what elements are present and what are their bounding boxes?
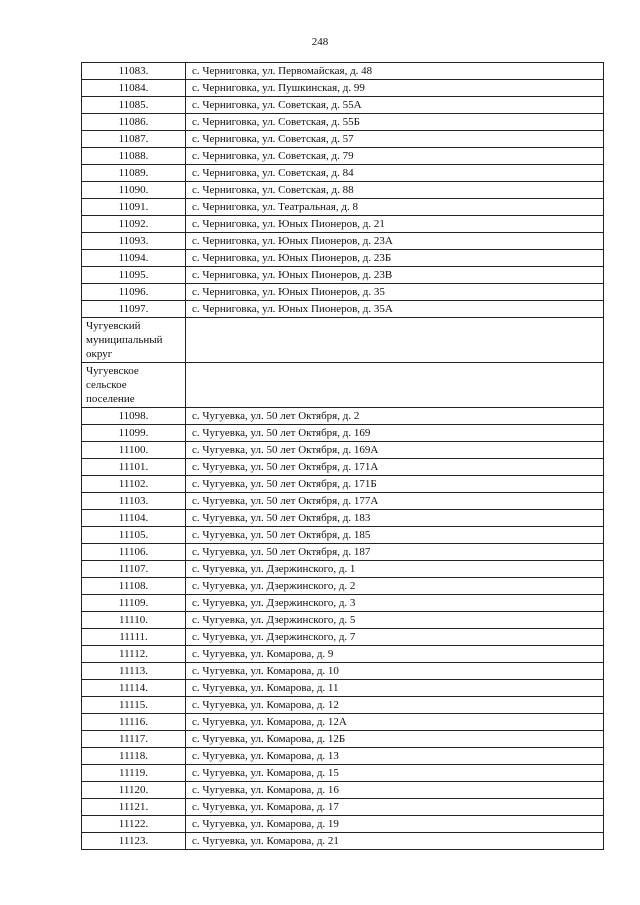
table-row: [82, 97, 604, 114]
empty-cell: [186, 363, 604, 408]
table-row: [82, 63, 604, 80]
entry-number-cell: 11095.: [82, 267, 186, 284]
table-row: [82, 714, 604, 731]
entry-number-cell: 11086.: [82, 114, 186, 131]
table-row: [82, 131, 604, 148]
address-cell: с. Черниговка, ул. Пушкинская, д. 99: [186, 80, 604, 97]
address-cell: с. Чугуевка, ул. Комарова, д. 12Б: [186, 731, 604, 748]
address-cell: с. Черниговка, ул. Юных Пионеров, д. 35: [186, 284, 604, 301]
table-row: [82, 233, 604, 250]
table-row: [82, 782, 604, 799]
address-cell: с. Чугуевка, ул. Дзержинского, д. 2: [186, 578, 604, 595]
group-name-line: сельское: [86, 379, 127, 391]
table-row: [82, 595, 604, 612]
address-cell: с. Чугуевка, ул. Дзержинского, д. 1: [186, 561, 604, 578]
table-row: [82, 493, 604, 510]
entry-number-cell: 11088.: [82, 148, 186, 165]
group-name-line: муниципальный: [86, 334, 163, 346]
address-cell: с. Чугуевка, ул. 50 лет Октября, д. 187: [186, 544, 604, 561]
group-name-cell: [82, 363, 186, 408]
entry-number-cell: 11093.: [82, 233, 186, 250]
table-row: [82, 510, 604, 527]
entry-number-cell: 11104.: [82, 510, 186, 527]
table-row: [82, 612, 604, 629]
entry-number-cell: 11120.: [82, 782, 186, 799]
entry-number-cell: 11097.: [82, 301, 186, 318]
table-row: [82, 114, 604, 131]
address-cell: с. Чугуевка, ул. Комарова, д. 12А: [186, 714, 604, 731]
group-header-row: [82, 318, 604, 363]
address-cell: с. Чугуевка, ул. Дзержинского, д. 3: [186, 595, 604, 612]
table-row: [82, 663, 604, 680]
page-number: 248: [311, 36, 329, 48]
address-cell: с. Черниговка, ул. Советская, д. 55А: [186, 97, 604, 114]
entry-number-cell: 11114.: [82, 680, 186, 697]
entry-number-cell: 11103.: [82, 493, 186, 510]
empty-cell: [186, 318, 604, 363]
address-cell: с. Чугуевка, ул. 50 лет Октября, д. 183: [186, 510, 604, 527]
entry-number-cell: 11116.: [82, 714, 186, 731]
entry-number-cell: 11101.: [82, 459, 186, 476]
table-row: [82, 459, 604, 476]
address-cell: с. Черниговка, ул. Театральная, д. 8: [186, 199, 604, 216]
table-row: [82, 250, 604, 267]
entry-number-cell: 11094.: [82, 250, 186, 267]
registry-body: [82, 63, 604, 850]
table-row: [82, 697, 604, 714]
address-cell: с. Чугуевка, ул. Комарова, д. 12: [186, 697, 604, 714]
address-cell: с. Чугуевка, ул. Комарова, д. 10: [186, 663, 604, 680]
address-cell: с. Черниговка, ул. Юных Пионеров, д. 23А: [186, 233, 604, 250]
entry-number-cell: 11119.: [82, 765, 186, 782]
table-row: [82, 284, 604, 301]
address-cell: с. Чугуевка, ул. 50 лет Октября, д. 2: [186, 408, 604, 425]
entry-number-cell: 11110.: [82, 612, 186, 629]
entry-number-cell: 11102.: [82, 476, 186, 493]
entry-number-cell: 11117.: [82, 731, 186, 748]
address-cell: с. Черниговка, ул. Юных Пионеров, д. 21: [186, 216, 604, 233]
table-row: [82, 765, 604, 782]
table-row: [82, 267, 604, 284]
address-cell: с. Черниговка, ул. Юных Пионеров, д. 35А: [186, 301, 604, 318]
address-cell: с. Чугуевка, ул. 50 лет Октября, д. 169А: [186, 442, 604, 459]
table-row: [82, 748, 604, 765]
entry-number-cell: 11085.: [82, 97, 186, 114]
entry-number-cell: 11106.: [82, 544, 186, 561]
entry-number-cell: 11123.: [82, 833, 186, 850]
table-row: [82, 182, 604, 199]
entry-number-cell: 11105.: [82, 527, 186, 544]
table-row: [82, 148, 604, 165]
address-cell: с. Чугуевка, ул. Комарова, д. 15: [186, 765, 604, 782]
table-row: [82, 527, 604, 544]
address-cell: с. Черниговка, ул. Советская, д. 55Б: [186, 114, 604, 131]
table-row: [82, 80, 604, 97]
entry-number-cell: 11118.: [82, 748, 186, 765]
address-cell: с. Чугуевка, ул. Комарова, д. 17: [186, 799, 604, 816]
group-header-row: [82, 363, 604, 408]
address-cell: с. Чугуевка, ул. Комарова, д. 9: [186, 646, 604, 663]
address-cell: с. Чугуевка, ул. Дзержинского, д. 7: [186, 629, 604, 646]
entry-number-cell: 11111.: [82, 629, 186, 646]
entry-number-cell: 11098.: [82, 408, 186, 425]
table-row: [82, 216, 604, 233]
address-registry-table: [81, 62, 604, 850]
address-cell: с. Чугуевка, ул. Комарова, д. 19: [186, 816, 604, 833]
table-row: [82, 544, 604, 561]
address-cell: с. Чугуевка, ул. 50 лет Октября, д. 177А: [186, 493, 604, 510]
table-row: [82, 629, 604, 646]
entry-number-cell: 11100.: [82, 442, 186, 459]
table-row: [82, 646, 604, 663]
table-row: [82, 799, 604, 816]
table-row: [82, 561, 604, 578]
entry-number-cell: 11121.: [82, 799, 186, 816]
table-row: [82, 833, 604, 850]
entry-number-cell: 11090.: [82, 182, 186, 199]
address-cell: с. Черниговка, ул. Советская, д. 84: [186, 165, 604, 182]
entry-number-cell: 11112.: [82, 646, 186, 663]
address-cell: с. Черниговка, ул. Юных Пионеров, д. 23В: [186, 267, 604, 284]
address-cell: с. Чугуевка, ул. Комарова, д. 21: [186, 833, 604, 850]
address-cell: с. Чугуевка, ул. 50 лет Октября, д. 171Б: [186, 476, 604, 493]
entry-number-cell: 11087.: [82, 131, 186, 148]
address-cell: с. Чугуевка, ул. 50 лет Октября, д. 171А: [186, 459, 604, 476]
entry-number-cell: 11096.: [82, 284, 186, 301]
table-row: [82, 578, 604, 595]
entry-number-cell: 11115.: [82, 697, 186, 714]
table-row: [82, 199, 604, 216]
entry-number-cell: 11122.: [82, 816, 186, 833]
table-row: [82, 301, 604, 318]
address-cell: с. Чугуевка, ул. 50 лет Октября, д. 185: [186, 527, 604, 544]
entry-number-cell: 11107.: [82, 561, 186, 578]
entry-number-cell: 11083.: [82, 63, 186, 80]
group-name-line: Чугуевский: [86, 320, 141, 332]
table-row: [82, 425, 604, 442]
entry-number-cell: 11108.: [82, 578, 186, 595]
address-cell: с. Чугуевка, ул. 50 лет Октября, д. 169: [186, 425, 604, 442]
group-name-line: поселение: [86, 393, 135, 405]
table-row: [82, 816, 604, 833]
table-row: [82, 408, 604, 425]
group-name-line: Чугуевское: [86, 365, 139, 377]
address-cell: с. Черниговка, ул. Юных Пионеров, д. 23Б: [186, 250, 604, 267]
address-cell: с. Чугуевка, ул. Комарова, д. 16: [186, 782, 604, 799]
address-cell: с. Черниговка, ул. Советская, д. 79: [186, 148, 604, 165]
entry-number-cell: 11113.: [82, 663, 186, 680]
entry-number-cell: 11099.: [82, 425, 186, 442]
entry-number-cell: 11091.: [82, 199, 186, 216]
address-cell: с. Черниговка, ул. Советская, д. 57: [186, 131, 604, 148]
address-cell: с. Чугуевка, ул. Дзержинского, д. 5: [186, 612, 604, 629]
address-cell: с. Чугуевка, ул. Комарова, д. 11: [186, 680, 604, 697]
address-cell: с. Чугуевка, ул. Комарова, д. 13: [186, 748, 604, 765]
table-row: [82, 165, 604, 182]
entry-number-cell: 11089.: [82, 165, 186, 182]
table-row: [82, 476, 604, 493]
entry-number-cell: 11092.: [82, 216, 186, 233]
group-name-cell: [82, 318, 186, 363]
table-row: [82, 680, 604, 697]
address-cell: с. Черниговка, ул. Советская, д. 88: [186, 182, 604, 199]
table-row: [82, 442, 604, 459]
table-row: [82, 731, 604, 748]
entry-number-cell: 11084.: [82, 80, 186, 97]
entry-number-cell: 11109.: [82, 595, 186, 612]
address-cell: с. Черниговка, ул. Первомайская, д. 48: [186, 63, 604, 80]
group-name-line: округ: [86, 348, 113, 360]
